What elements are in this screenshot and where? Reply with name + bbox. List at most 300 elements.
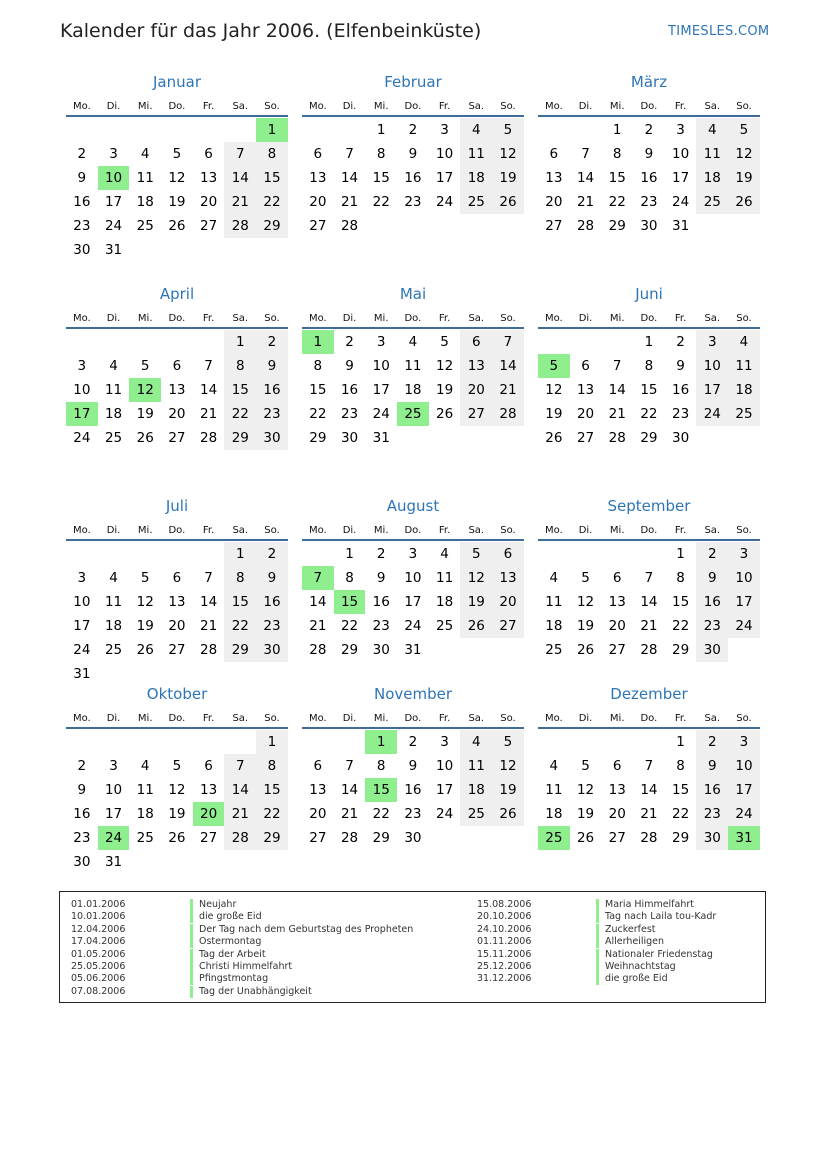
day-cell: 22 bbox=[372, 806, 390, 822]
weekday-label: Mi. bbox=[373, 313, 389, 324]
day-cell: 23 bbox=[256, 614, 288, 638]
day-cell: 13 bbox=[168, 382, 186, 398]
day-cell: 28 bbox=[576, 218, 595, 234]
day-cell: 8 bbox=[676, 570, 685, 586]
weekday-label: So. bbox=[264, 713, 280, 724]
empty-cell bbox=[302, 118, 334, 142]
brand-logo[interactable]: TIMESLES.COM bbox=[668, 24, 770, 39]
day-cell: 29 bbox=[608, 218, 626, 234]
day-cell: 16 bbox=[696, 778, 728, 802]
day-cell: 18 bbox=[136, 194, 154, 210]
day-cell: 4 bbox=[460, 730, 492, 754]
empty-cell bbox=[66, 542, 98, 566]
day-cell: 13 bbox=[200, 782, 218, 798]
day-cell: 29 bbox=[640, 430, 658, 446]
day-cell: 16 bbox=[404, 170, 422, 186]
day-cell: 19 bbox=[168, 806, 186, 822]
holiday-day-cell: 15 bbox=[365, 778, 397, 802]
holiday-date: 01.01.2006 bbox=[71, 899, 126, 910]
day-cell: 7 bbox=[224, 754, 256, 778]
day-cell: 1 bbox=[345, 546, 354, 562]
holiday-marker bbox=[596, 899, 599, 911]
day-cell: 8 bbox=[224, 566, 256, 590]
day-cell: 13 bbox=[492, 566, 524, 590]
day-cell: 12 bbox=[460, 566, 492, 590]
holiday-name: Weihnachtstag bbox=[605, 960, 676, 972]
day-cell: 15 bbox=[256, 778, 288, 802]
day-cell: 3 bbox=[376, 334, 386, 350]
day-cell: 26 bbox=[136, 430, 154, 446]
day-cell: 19 bbox=[136, 406, 154, 422]
weekday-label: Do. bbox=[640, 713, 658, 724]
day-cell: 1 bbox=[612, 122, 622, 138]
day-cell: 10 bbox=[372, 358, 390, 374]
day-cell: 24 bbox=[672, 194, 690, 210]
day-cell: 5 bbox=[440, 334, 449, 350]
day-cell: 19 bbox=[168, 194, 186, 210]
day-cell: 3 bbox=[408, 546, 418, 562]
day-cell: 24 bbox=[436, 194, 454, 210]
weekday-label: Do. bbox=[404, 525, 422, 536]
day-cell: 29 bbox=[224, 426, 256, 450]
weekday-label: Mo. bbox=[72, 713, 91, 724]
empty-cell bbox=[161, 542, 193, 566]
day-cell: 25 bbox=[436, 618, 454, 634]
weekday-label: Sa. bbox=[468, 713, 485, 724]
day-cell: 31 bbox=[372, 430, 390, 446]
day-cell: 20 bbox=[608, 806, 626, 822]
day-cell: 27 bbox=[200, 830, 218, 846]
day-cell: 20 bbox=[545, 194, 563, 210]
weekday-label: Fr. bbox=[674, 525, 687, 536]
day-cell: 26 bbox=[136, 642, 154, 658]
day-cell: 2 bbox=[676, 334, 685, 350]
page-title: Kalender für das Jahr 2006. (Elfenbeinküste) bbox=[60, 20, 482, 42]
day-cell: 17 bbox=[104, 806, 123, 822]
day-cell: 28 bbox=[640, 830, 658, 846]
empty-cell bbox=[633, 542, 665, 566]
day-cell: 23 bbox=[404, 806, 422, 822]
weekday-header bbox=[302, 306, 524, 329]
weekday-label: Do. bbox=[168, 525, 186, 536]
day-cell: 9 bbox=[77, 170, 87, 186]
day-cell: 21 bbox=[200, 406, 218, 422]
month-title: Februar bbox=[384, 73, 442, 91]
day-cell: 26 bbox=[728, 190, 760, 214]
day-cell: 24 bbox=[728, 802, 760, 826]
weekday-label: Fr. bbox=[438, 713, 451, 724]
empty-cell bbox=[129, 118, 161, 142]
day-grid bbox=[538, 730, 760, 850]
weekday-header bbox=[302, 94, 524, 117]
day-cell: 1 bbox=[676, 734, 685, 750]
empty-cell bbox=[161, 730, 193, 754]
day-cell: 20 bbox=[309, 806, 327, 822]
day-cell: 22 bbox=[256, 190, 288, 214]
weekday-label: Sa. bbox=[468, 313, 485, 324]
day-cell: 10 bbox=[436, 146, 454, 162]
weekday-label: Mi. bbox=[137, 101, 153, 112]
day-cell: 12 bbox=[545, 382, 563, 398]
day-cell: 30 bbox=[256, 638, 288, 662]
day-cell: 14 bbox=[200, 594, 218, 610]
day-cell: 3 bbox=[728, 542, 760, 566]
month-10 bbox=[66, 684, 288, 896]
day-cell: 21 bbox=[224, 802, 256, 826]
day-cell: 19 bbox=[545, 406, 563, 422]
weekday-label: Sa. bbox=[468, 525, 485, 536]
day-cell: 19 bbox=[728, 166, 760, 190]
day-cell: 20 bbox=[200, 194, 218, 210]
weekday-label: Do. bbox=[168, 713, 186, 724]
day-cell: 25 bbox=[136, 218, 154, 234]
weekday-label: Fr. bbox=[202, 713, 215, 724]
month-title: Juli bbox=[165, 497, 189, 515]
day-cell: 8 bbox=[676, 758, 685, 774]
day-cell: 13 bbox=[309, 782, 327, 798]
day-cell: 18 bbox=[136, 806, 154, 822]
day-cell: 30 bbox=[640, 218, 658, 234]
weekday-header bbox=[302, 518, 524, 541]
day-grid bbox=[302, 542, 524, 662]
day-cell: 4 bbox=[696, 118, 728, 142]
day-cell: 13 bbox=[168, 594, 186, 610]
weekday-header bbox=[66, 706, 288, 729]
month-title: September bbox=[607, 497, 691, 515]
day-cell: 26 bbox=[492, 190, 524, 214]
empty-cell bbox=[570, 730, 602, 754]
empty-cell bbox=[98, 542, 130, 566]
day-cell: 8 bbox=[612, 146, 622, 162]
weekday-label: So. bbox=[264, 313, 280, 324]
weekday-header bbox=[66, 306, 288, 329]
day-cell: 9 bbox=[376, 570, 386, 586]
weekday-label: Sa. bbox=[704, 525, 721, 536]
weekday-label: Fr. bbox=[202, 101, 215, 112]
day-cell: 10 bbox=[728, 566, 760, 590]
day-cell: 18 bbox=[436, 594, 454, 610]
month-6 bbox=[538, 284, 760, 496]
day-cell: 12 bbox=[576, 782, 595, 798]
day-cell: 12 bbox=[168, 782, 186, 798]
day-cell: 31 bbox=[672, 218, 690, 234]
holiday-name: Maria Himmelfahrt bbox=[605, 899, 694, 910]
day-cell: 6 bbox=[612, 570, 622, 586]
day-cell: 27 bbox=[492, 614, 524, 638]
month-1 bbox=[66, 72, 288, 284]
empty-cell bbox=[633, 730, 665, 754]
empty-cell bbox=[538, 330, 570, 354]
day-cell: 18 bbox=[545, 618, 563, 634]
empty-cell bbox=[98, 730, 130, 754]
holiday-day-cell: 25 bbox=[538, 826, 570, 850]
weekday-label: Fr. bbox=[674, 713, 687, 724]
day-cell: 31 bbox=[104, 242, 123, 258]
holiday-date: 25.12.2006 bbox=[477, 960, 532, 972]
holiday-name: Tag der Unabhängigkeit bbox=[199, 985, 312, 997]
weekday-label: Mi. bbox=[609, 525, 625, 536]
day-cell: 12 bbox=[436, 358, 454, 374]
day-grid bbox=[302, 730, 524, 850]
day-cell: 30 bbox=[372, 642, 390, 658]
day-cell: 12 bbox=[168, 170, 186, 186]
weekday-label: Di. bbox=[578, 525, 593, 536]
day-cell: 8 bbox=[644, 358, 654, 374]
day-cell: 22 bbox=[256, 802, 288, 826]
day-cell: 7 bbox=[492, 330, 524, 354]
month-title: April bbox=[159, 285, 195, 303]
holiday-name: Neujahr bbox=[199, 899, 237, 910]
day-cell: 18 bbox=[696, 166, 728, 190]
weekday-label: Sa. bbox=[704, 101, 721, 112]
day-cell: 28 bbox=[608, 430, 626, 446]
day-cell: 28 bbox=[224, 214, 256, 238]
weekday-label: Do. bbox=[404, 713, 422, 724]
day-cell: 15 bbox=[224, 590, 256, 614]
day-grid bbox=[66, 542, 288, 686]
month-title: November bbox=[373, 685, 453, 703]
day-grid bbox=[538, 330, 760, 450]
day-cell: 13 bbox=[309, 170, 327, 186]
day-cell: 14 bbox=[492, 354, 524, 378]
day-cell: 21 bbox=[640, 806, 658, 822]
day-cell: 11 bbox=[104, 382, 123, 398]
day-cell: 6 bbox=[204, 146, 213, 162]
day-cell: 14 bbox=[224, 166, 256, 190]
day-cell: 29 bbox=[372, 830, 390, 846]
month-title: Januar bbox=[153, 73, 201, 91]
day-cell: 21 bbox=[309, 618, 327, 634]
day-cell: 24 bbox=[73, 430, 91, 446]
holiday-date: 10.01.2006 bbox=[71, 911, 126, 923]
weekday-header bbox=[538, 518, 760, 541]
day-grid bbox=[66, 730, 288, 874]
weekday-label: Di. bbox=[342, 313, 357, 324]
weekday-label: Mo. bbox=[72, 525, 91, 536]
empty-cell bbox=[570, 542, 602, 566]
holiday-marker bbox=[190, 911, 193, 923]
day-cell: 7 bbox=[224, 142, 256, 166]
empty-cell bbox=[224, 118, 256, 142]
day-cell: 3 bbox=[109, 758, 118, 774]
day-cell: 6 bbox=[313, 146, 323, 162]
day-cell: 23 bbox=[640, 194, 658, 210]
day-cell: 31 bbox=[73, 666, 91, 682]
holiday-date: 15.08.2006 bbox=[477, 899, 532, 910]
holiday-day-cell: 1 bbox=[302, 330, 334, 354]
day-cell: 10 bbox=[73, 594, 91, 610]
weekday-label: So. bbox=[736, 313, 752, 324]
weekday-label: Mo. bbox=[308, 525, 327, 536]
day-cell: 26 bbox=[576, 642, 595, 658]
empty-cell bbox=[66, 330, 98, 354]
holiday-name: Ostermontag bbox=[199, 936, 262, 948]
day-cell: 16 bbox=[256, 378, 288, 402]
day-cell: 18 bbox=[104, 618, 123, 634]
weekday-label: Di. bbox=[342, 525, 357, 536]
weekday-label: Mo. bbox=[544, 313, 563, 324]
day-cell: 17 bbox=[104, 194, 123, 210]
day-cell: 17 bbox=[672, 170, 690, 186]
day-cell: 30 bbox=[340, 430, 359, 446]
day-cell: 26 bbox=[436, 406, 454, 422]
day-cell: 22 bbox=[372, 194, 390, 210]
day-cell: 7 bbox=[345, 758, 354, 774]
day-cell: 2 bbox=[256, 542, 288, 566]
day-cell: 10 bbox=[404, 570, 422, 586]
weekday-header bbox=[538, 94, 760, 117]
empty-cell bbox=[66, 730, 98, 754]
weekday-label: Do. bbox=[404, 313, 422, 324]
day-cell: 12 bbox=[728, 142, 760, 166]
day-cell: 11 bbox=[136, 170, 154, 186]
weekday-label: Do. bbox=[640, 525, 658, 536]
weekday-label: Di. bbox=[578, 713, 593, 724]
weekday-label: Sa. bbox=[232, 525, 249, 536]
empty-cell bbox=[538, 730, 570, 754]
day-cell: 22 bbox=[608, 194, 626, 210]
month-9 bbox=[538, 496, 760, 684]
day-cell: 20 bbox=[492, 590, 524, 614]
day-cell: 29 bbox=[672, 642, 690, 658]
day-grid bbox=[302, 330, 524, 450]
holiday-date: 24.10.2006 bbox=[477, 923, 532, 935]
month-4 bbox=[66, 284, 288, 496]
day-cell: 16 bbox=[256, 590, 288, 614]
day-cell: 16 bbox=[372, 594, 390, 610]
day-cell: 20 bbox=[460, 378, 492, 402]
day-cell: 17 bbox=[696, 378, 728, 402]
holiday-marker bbox=[190, 986, 193, 998]
day-cell: 31 bbox=[104, 854, 123, 870]
weekday-label: Fr. bbox=[202, 525, 215, 536]
day-cell: 6 bbox=[172, 570, 182, 586]
month-5 bbox=[302, 284, 524, 496]
weekday-label: Do. bbox=[168, 101, 186, 112]
day-cell: 6 bbox=[612, 758, 622, 774]
day-cell: 2 bbox=[408, 122, 418, 138]
day-cell: 10 bbox=[104, 782, 123, 798]
day-cell: 25 bbox=[460, 190, 492, 214]
empty-cell bbox=[98, 330, 130, 354]
day-cell: 3 bbox=[676, 122, 685, 138]
empty-cell bbox=[193, 118, 225, 142]
day-cell: 17 bbox=[436, 782, 454, 798]
weekday-label: Mi. bbox=[609, 101, 625, 112]
day-cell: 26 bbox=[576, 830, 595, 846]
weekday-label: Do. bbox=[404, 101, 422, 112]
month-7 bbox=[66, 496, 288, 684]
day-cell: 22 bbox=[340, 618, 359, 634]
month-title: März bbox=[630, 73, 668, 91]
day-cell: 16 bbox=[73, 806, 91, 822]
day-cell: 29 bbox=[672, 830, 690, 846]
holiday-marker bbox=[596, 949, 599, 961]
holiday-date: 01.11.2006 bbox=[477, 936, 532, 948]
holiday-date: 25.05.2006 bbox=[71, 960, 126, 972]
day-cell: 27 bbox=[309, 830, 327, 846]
day-cell: 20 bbox=[309, 194, 327, 210]
day-cell: 23 bbox=[73, 218, 91, 234]
empty-cell bbox=[601, 330, 633, 354]
day-cell: 16 bbox=[696, 590, 728, 614]
day-cell: 15 bbox=[256, 166, 288, 190]
day-cell: 1 bbox=[644, 334, 654, 350]
day-cell: 16 bbox=[73, 194, 91, 210]
weekday-label: Di. bbox=[106, 525, 121, 536]
day-cell: 7 bbox=[644, 570, 654, 586]
day-cell: 23 bbox=[73, 830, 91, 846]
day-cell: 15 bbox=[309, 382, 327, 398]
day-cell: 14 bbox=[640, 782, 658, 798]
day-cell: 8 bbox=[376, 758, 386, 774]
weekday-label: Mi. bbox=[373, 525, 389, 536]
holiday-date: 05.06.2006 bbox=[71, 973, 126, 985]
month-2 bbox=[302, 72, 524, 284]
day-cell: 27 bbox=[460, 402, 492, 426]
day-cell: 21 bbox=[608, 406, 626, 422]
day-cell: 27 bbox=[545, 218, 563, 234]
day-cell: 23 bbox=[340, 406, 359, 422]
empty-cell bbox=[601, 730, 633, 754]
day-cell: 15 bbox=[640, 382, 658, 398]
day-cell: 21 bbox=[640, 618, 658, 634]
day-cell: 20 bbox=[576, 406, 595, 422]
day-cell: 13 bbox=[576, 382, 595, 398]
day-cell: 9 bbox=[256, 566, 288, 590]
day-cell: 4 bbox=[109, 570, 118, 586]
day-cell: 5 bbox=[460, 542, 492, 566]
day-cell: 22 bbox=[224, 614, 256, 638]
day-cell: 4 bbox=[109, 358, 118, 374]
day-cell: 9 bbox=[676, 358, 685, 374]
weekday-label: Sa. bbox=[232, 313, 249, 324]
day-cell: 13 bbox=[545, 170, 563, 186]
day-cell: 3 bbox=[696, 330, 728, 354]
day-grid bbox=[302, 118, 524, 238]
empty-cell bbox=[302, 730, 334, 754]
day-cell: 8 bbox=[313, 358, 323, 374]
empty-cell bbox=[601, 542, 633, 566]
day-cell: 21 bbox=[492, 378, 524, 402]
weekday-label: Di. bbox=[578, 101, 593, 112]
day-cell: 19 bbox=[136, 618, 154, 634]
weekday-label: So. bbox=[736, 525, 752, 536]
month-11 bbox=[302, 684, 524, 896]
day-cell: 15 bbox=[372, 170, 390, 186]
holiday-name: Allerheiligen bbox=[605, 936, 665, 948]
empty-cell bbox=[302, 542, 334, 566]
day-cell: 28 bbox=[492, 402, 524, 426]
day-cell: 14 bbox=[576, 170, 595, 186]
weekday-label: Mi. bbox=[137, 713, 153, 724]
day-cell: 16 bbox=[340, 382, 359, 398]
holiday-name: Zuckerfest bbox=[605, 923, 656, 935]
day-cell: 17 bbox=[73, 618, 91, 634]
day-cell: 24 bbox=[436, 806, 454, 822]
day-cell: 11 bbox=[460, 754, 492, 778]
empty-cell bbox=[538, 542, 570, 566]
day-cell: 22 bbox=[309, 406, 327, 422]
empty-cell bbox=[129, 730, 161, 754]
holiday-day-cell: 1 bbox=[256, 118, 288, 142]
day-cell: 30 bbox=[404, 830, 422, 846]
day-cell: 25 bbox=[104, 430, 123, 446]
empty-cell bbox=[570, 330, 602, 354]
day-cell: 11 bbox=[460, 142, 492, 166]
day-cell: 29 bbox=[224, 638, 256, 662]
empty-cell bbox=[161, 330, 193, 354]
